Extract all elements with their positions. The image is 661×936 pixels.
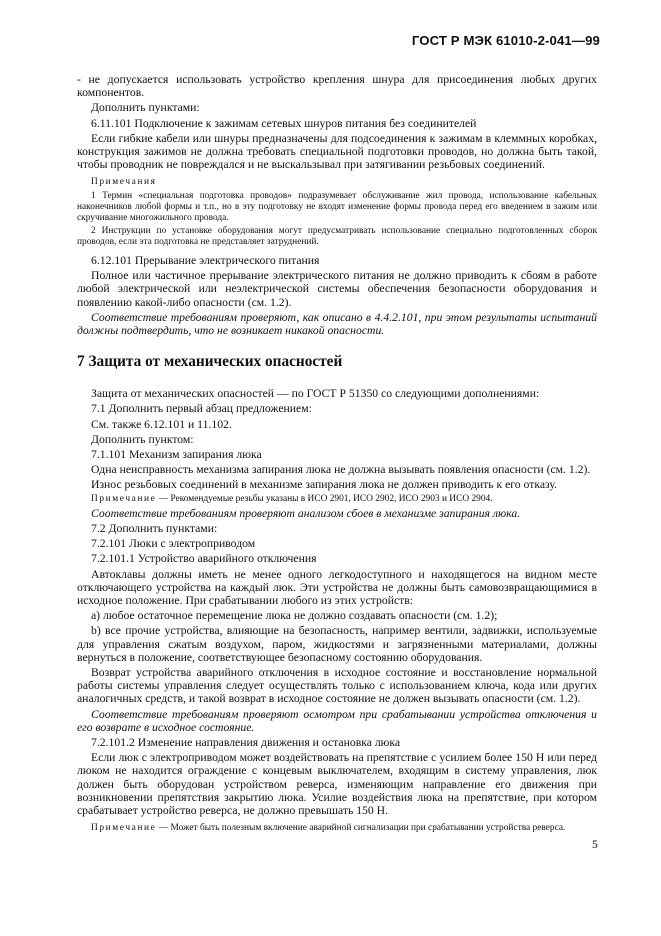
- note-1: 1 Термин «специальная подготовка проводов» подразумевает обслуживание жил провода, использование кабельных наконечников любой формы и т.п., но в эту подготовку не входят изменение формы провода перед его введением в зажим или скручивание многожильного провода.: [77, 190, 597, 223]
- paragraph: Если люк с электроприводом может воздействовать на препятствие с усилием более 150 Н или перед люком не находится ограждение с концевым выключателем, входящим в систему управления, люк должен быть оборудован устройством реверса, изменяющим направление его движения при возникновении препятствия закрытию люка. Усилие воздействия люка на препятствие, при котором срабатывает устройство реверса, не должно превышать 150 Н.: [77, 751, 597, 817]
- list-item-a: a) любое остаточное перемещение люка не должно создавать опасности (см. 1.2);: [91, 609, 498, 623]
- paragraph: Полное или частичное прерывание электрического питания не должно приводить к сбоям в работе любой электрической или неэлектрической системы обеспечения безопасности оборудования и появлению какой-либо опасности (см. 1.2).: [77, 269, 597, 309]
- note-label: Примечание: [91, 823, 157, 834]
- section-heading-7: 7 Защита от механических опасностей: [77, 353, 343, 371]
- paragraph: Дополнить пунктом:: [91, 432, 194, 446]
- list-item-b: b) все прочие устройства, влияющие на безопасность, например вентили, задвижки, используемые для управления сжатым воздухом, паром, жидкостями и загрязненными материалами, должны вернуться в положение, соответствующее безопасному состоянию оборудования.: [77, 624, 597, 664]
- document-header: ГОСТ Р МЭК 61010-2-041—99: [411, 33, 600, 48]
- paragraph: См. также 6.12.101 и 11.102.: [91, 417, 232, 431]
- note: [77, 823, 597, 834]
- compliance-check: Соответствие требованиям проверяют анализом сбоев в механизме запирания люка.: [91, 506, 521, 520]
- clause-6-11-101: 6.11.101 Подключение к зажимам сетевых шнуров питания без соединителей: [91, 116, 477, 130]
- clause-7-2-101: 7.2.101 Люки с электроприводом: [91, 537, 256, 551]
- note: [77, 494, 597, 505]
- notes-title: Примечания: [91, 177, 157, 188]
- note-2: 2 Инструкции по установке оборудования могут предусматривать использование специально подготовленных сборок проводов, если эта подготовка не представляет затруднений.: [77, 225, 597, 247]
- clause-7-2: 7.2 Дополнить пунктами:: [91, 521, 218, 535]
- note-text: — Рекомендуемые резьбы указаны в ИСО 2901, ИСО 2902, ИСО 2903 и ИСО 2904.: [156, 493, 493, 504]
- paragraph: Износ резьбовых соединений в механизме запирания люка не должен приводить к его отказу.: [91, 478, 558, 492]
- paragraph-intro: - не допускается использовать устройство крепления шнура для присоединения любых других компонентов.: [77, 73, 597, 100]
- page-number: 5: [592, 838, 598, 851]
- paragraph: Одна неисправность механизма запирания люка не должна вызывать появления опасности (см. 1.2).: [91, 463, 591, 477]
- paragraph: Если гибкие кабели или шнуры предназначены для подсоединения к зажимам в клеммных коробках, конструкция зажимов не должна требовать специальной подготовки проводов, но должна быть такой, чтобы проводник не повреждался и не выскальзывал при затягивании резьбовых соединений.: [77, 131, 597, 172]
- compliance-check: Соответствие требованиям проверяют, как описано в 4.4.2.101, при этом результаты испытаний должны подтвердить, что не возникает никакой опасности.: [77, 310, 597, 337]
- clause-7-2-101-2: 7.2.101.2 Изменение направления движения и остановка люка: [91, 735, 401, 749]
- clause-6-12-101: 6.12.101 Прерывание электрического питания: [91, 253, 320, 267]
- note-label: Примечание: [91, 493, 157, 504]
- paragraph-add-items: Дополнить пунктами:: [91, 101, 200, 115]
- paragraph: Возврат устройства аварийного отключения в исходное состояние и восстановление нормальной работы системы управления следует осуществлять только с использованием ключа, кода или других аналогичных средств, и такой возврат в исходное состояние не должен вызывать опасности (см. 1.2).: [77, 665, 597, 706]
- clause-7-1: 7.1 Дополнить первый абзац предложением:: [91, 402, 312, 416]
- clause-7-1-101: 7.1.101 Механизм запирания люка: [91, 448, 262, 462]
- paragraph: Защита от механических опасностей — по ГОСТ Р 51350 со следующими дополнениями:: [91, 387, 540, 401]
- note-text: — Может быть полезным включение аварийной сигнализации при срабатывании устройства реверса.: [156, 823, 566, 834]
- document-body: [77, 73, 597, 836]
- compliance-check: Соответствие требованиям проверяют осмотром при срабатывании устройства отключения и его возврате в исходное состояние.: [77, 707, 597, 734]
- paragraph: Автоклавы должны иметь не менее одного легкодоступного и находящегося на видном месте отключающего устройства на каждый люк. Эти устройства не должны быть самовозвращающимися в исходное положение. При срабатывании любого из этих устройств:: [77, 567, 597, 607]
- clause-7-2-101-1: 7.2.101.1 Устройство аварийного отключения: [91, 552, 317, 566]
